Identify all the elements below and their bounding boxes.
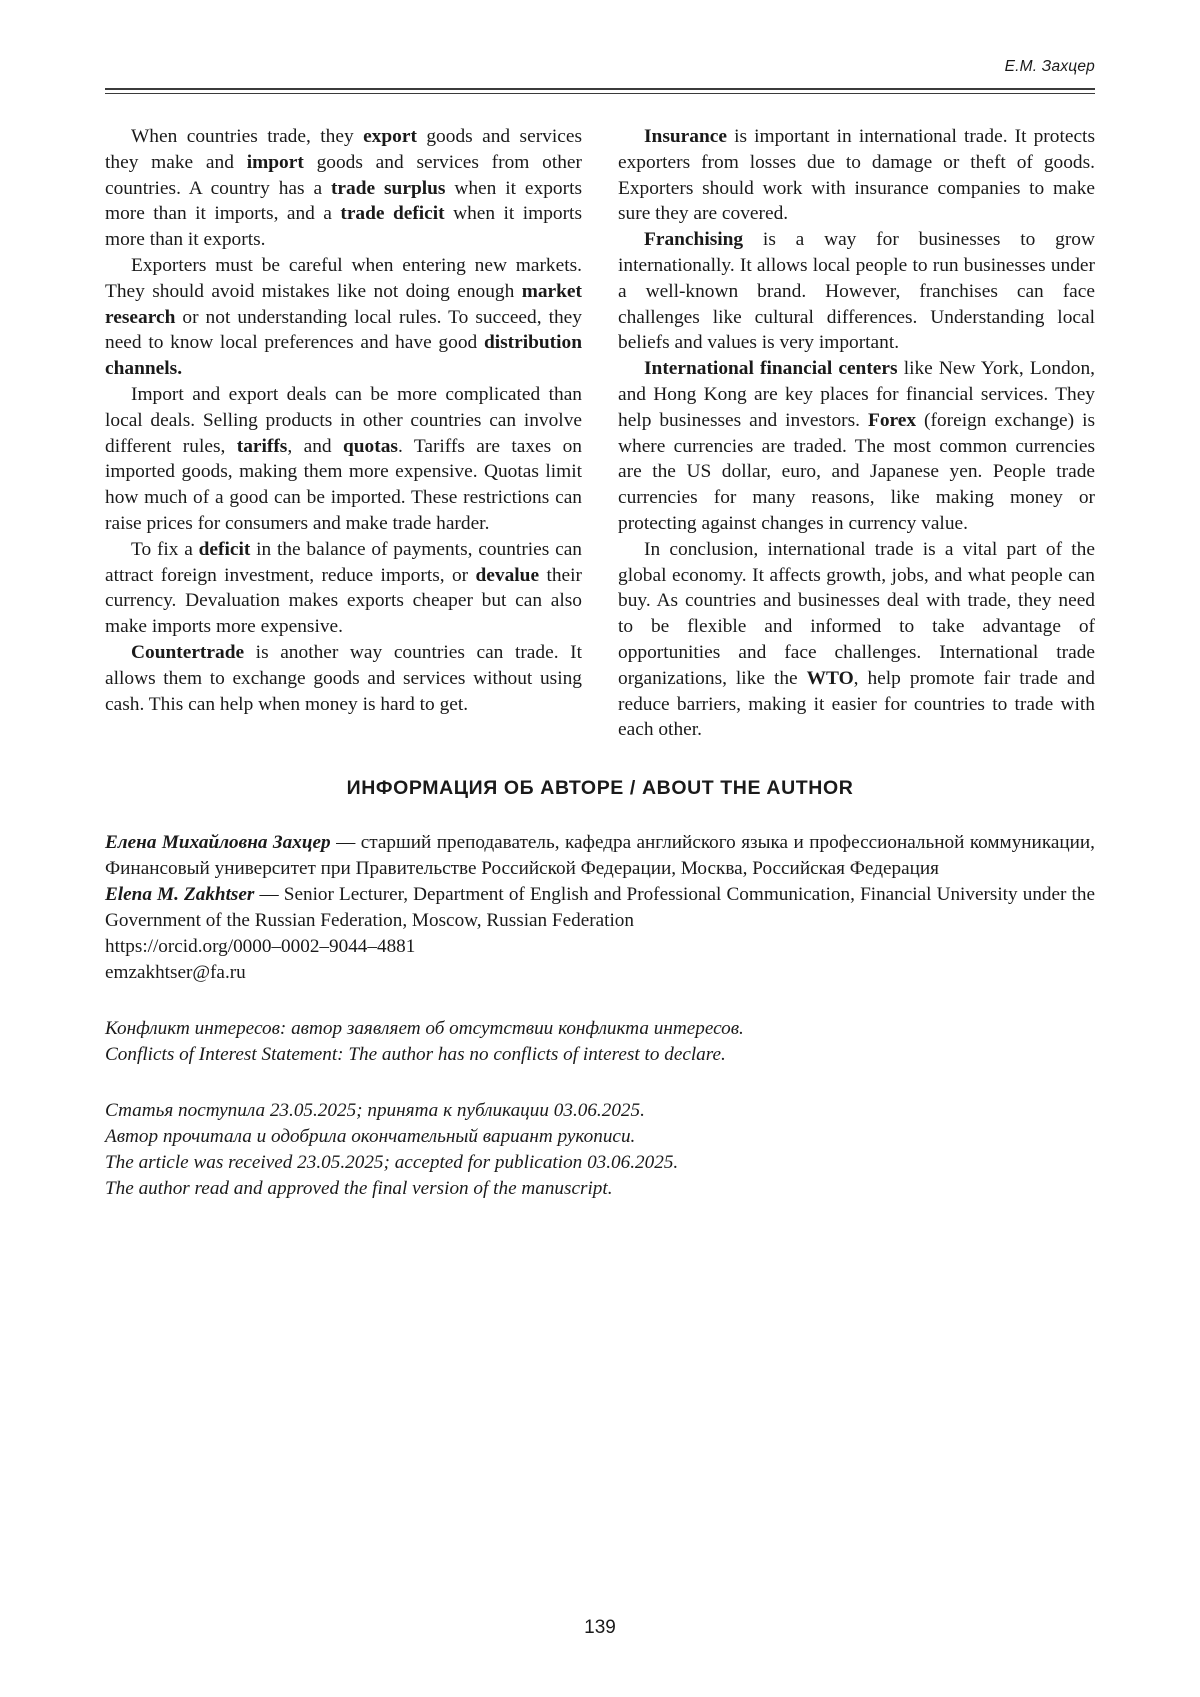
running-head: Е.М. Захцер <box>1004 58 1095 75</box>
author-section-title: ИНФОРМАЦИЯ ОБ АВТОРЕ / ABOUT THE AUTHOR <box>346 777 854 800</box>
paragraph: In conclusion, international trade is a vital part of the global economy. It affects growth, jobs, and what people can buy. As countries and businesses deal with trade, they need to be flexible and informed to take advantage of opportunities and face challenges. International trade organizations, like the WTO, help promote fair trade and reduce barriers, making it easier for countries to trade with each other. <box>618 538 1095 741</box>
email-link[interactable]: emzakhtser@fa.ru <box>105 962 246 984</box>
received-ru: Статья поступила 23.05.2025; принята к публикации 03.06.2025. <box>105 1100 645 1122</box>
right-column <box>618 124 1095 743</box>
paragraph: When countries trade, they export goods and services they make and import goods and services from other countries. A country has a trade surplus when it exports more than it imports, and a trade deficit when it imports more than it exports. <box>105 126 583 251</box>
two-column-body <box>105 124 1095 743</box>
paragraph: Countertrade is another way countries can trade. It allows them to exchange goods and services without using cash. This can help when money is hard to get. <box>105 641 582 715</box>
orcid-link[interactable]: https://orcid.org/0000–0002–9044–4881 <box>105 936 416 958</box>
author-info-block <box>105 830 1095 986</box>
approved-ru: Автор прочитала и одобрила окончательный вариант рукописи. <box>105 1126 636 1148</box>
paragraph: Exporters must be careful when entering new markets. They should avoid mistakes like not doing enough market research or not understanding local rules. To succeed, they need to know local preferences and have good distribution channels. <box>105 254 582 380</box>
dates-block <box>105 1098 1095 1202</box>
left-column <box>105 124 582 743</box>
paragraph: Insurance is important in international trade. It protects exporters from losses due to damage or theft of goods. Exporters should work with insurance companies to make sure they are covered. <box>618 126 1095 225</box>
page-number: 139 <box>584 1617 616 1638</box>
header-divider <box>105 88 1095 94</box>
conflicts-ru: Конфликт интересов: автор заявляет об отсутствии конфликта интересов. <box>105 1018 744 1040</box>
author-name-ru: Елена Михайловна Захцер <box>105 832 331 854</box>
paragraph: Import and export deals can be more complicated than local deals. Selling products in other countries can involve different rules, tariffs, and quotas. Tariffs are taxes on imported goods, making them more expensive. Quotas limit how much of a good can be imported. These restrictions can raise prices for consumers and make trade harder. <box>105 383 582 534</box>
author-affiliation-ru: — старший преподаватель, кафедра английского языка и профессиональной коммуникации, Финансовый университет при Правительстве Российской Федерации, Москва, Российская Федерация <box>105 832 1095 880</box>
conflicts-block <box>105 1016 1095 1068</box>
paragraph: International financial centers like New York, London, and Hong Kong are key places for financial services. They help businesses and investors. Forex (foreign exchange) is where currencies are traded. The most common currencies are the US dollar, euro, and Japanese yen. People trade currencies for many reasons, like making money or protecting against changes in currency value. <box>618 358 1096 534</box>
author-ru <box>105 830 1095 882</box>
paragraph: To fix a deficit in the balance of payments, countries can attract foreign investment, reduce imports, or devalue their currency. Devaluation makes exports cheaper but can also make imports more expensive. <box>105 538 582 638</box>
conflicts-en: Conflicts of Interest Statement: The author has no conflicts of interest to declare. <box>105 1044 726 1066</box>
author-name-en: Elena M. Zakhtser <box>105 884 255 906</box>
approved-en: The author read and approved the final version of the manuscript. <box>105 1178 613 1200</box>
author-affiliation-en: — Senior Lecturer, Department of English and Professional Communication, Financial University under the Government of the Russian Federation, Moscow, Russian Federation <box>105 884 1095 932</box>
paragraph: Franchising is a way for businesses to grow internationally. It allows local people to run businesses under a well-known brand. However, franchises can face challenges like cultural differences. Understanding local beliefs and values is very important. <box>618 229 1095 354</box>
author-en <box>105 882 1095 934</box>
received-en: The article was received 23.05.2025; accepted for publication 03.06.2025. <box>105 1152 679 1174</box>
